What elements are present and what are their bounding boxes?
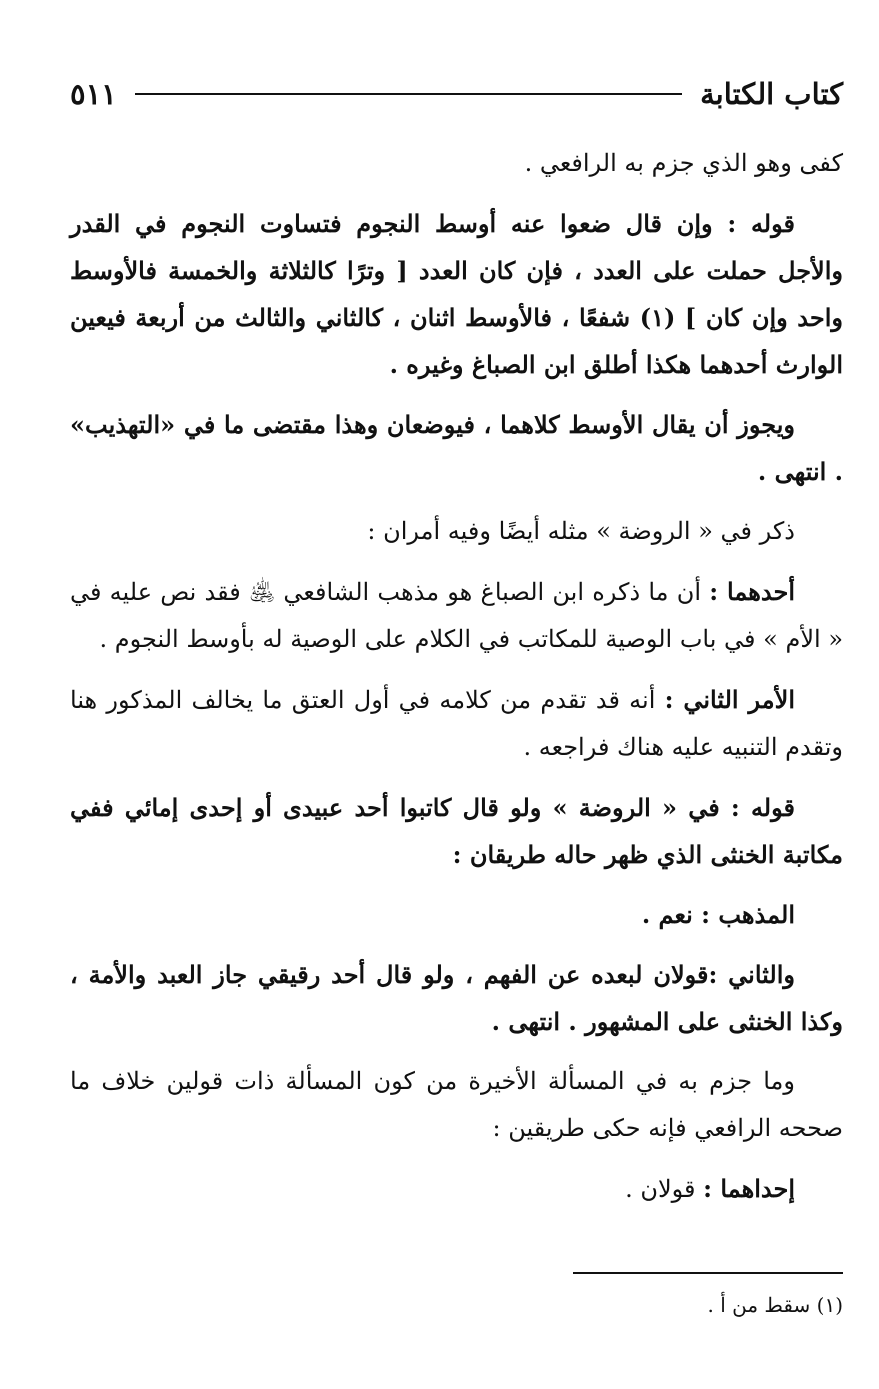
paragraph-7: قوله : في « الروضة » ولو قال كاتبوا أحد عبيدى أو إحدى إمائي ففي مكاتبة الخنثى الذي ظهر حاله طريقان : bbox=[70, 793, 843, 869]
paragraph-6-lead: الأمر الثاني : bbox=[664, 685, 795, 714]
page-number: ٥١١ bbox=[70, 77, 117, 111]
paragraph-11-text: قولان . bbox=[625, 1175, 696, 1203]
paragraph-1: كفى وهو الذي جزم به الرافعي . bbox=[524, 149, 843, 177]
paragraph-2: قوله : وإن قال ضعوا عنه أوسط النجوم فتساوت النجوم في القدر والأجل حملت على العدد ، فإن كان العدد [ وترًا كالثلاثة والخمسة فالأوسط واحد وإن كان ] (١) شفعًا ، فالأوسط اثنان ، كالثاني والثالث من أربعة فيعين الوارث أحدهما هكذا أطلق ابن الصباغ وغيره . bbox=[70, 209, 843, 379]
paragraph-6 bbox=[70, 676, 843, 771]
paragraph-5-text: أن ما ذكره ابن الصباغ هو مذهب الشافعي ﵁ فقد نص عليه في « الأم » في باب الوصية للمكاتب في الكلام على الوصية له بأوسط النجوم . bbox=[70, 578, 843, 653]
paragraph-4: ذكر في « الروضة » مثله أيضًا وفيه أمران : bbox=[367, 517, 795, 545]
paragraph-11 bbox=[70, 1165, 843, 1213]
paragraph-5 bbox=[70, 568, 843, 663]
paragraph-3: ويجوز أن يقال الأوسط كلاهما ، فيوضعان وهذا مقتضى ما في «التهذيب» . انتهى . bbox=[70, 410, 843, 486]
main-text bbox=[70, 140, 843, 1226]
paragraph-8: المذهب : نعم . bbox=[641, 900, 795, 929]
paragraph-10: وما جزم به في المسألة الأخيرة من كون المسألة ذات قولين خلاف ما صححه الرافعي فإنه حكى طريقين : bbox=[70, 1067, 843, 1142]
header-rule bbox=[135, 93, 682, 95]
running-title: كتاب الكتابة bbox=[700, 77, 843, 111]
paragraph-9: والثاني :قولان لبعده عن الفهم ، ولو قال أحد رقيقي جاز العبد والأمة ، وكذا الخنثى على المشهور . انتهى . bbox=[70, 960, 843, 1036]
footnote: (١) سقط من أ . bbox=[707, 1293, 843, 1317]
footnote-rule bbox=[573, 1272, 843, 1274]
page-header bbox=[70, 72, 843, 116]
paragraph-6-text: أنه قد تقدم من كلامه في أول العتق ما يخالف المذكور هنا وتقدم التنبيه عليه هناك فراجعه . bbox=[70, 686, 843, 761]
paragraph-5-lead: أحدهما : bbox=[709, 577, 795, 606]
paragraph-11-lead: إحداهما : bbox=[703, 1174, 795, 1203]
